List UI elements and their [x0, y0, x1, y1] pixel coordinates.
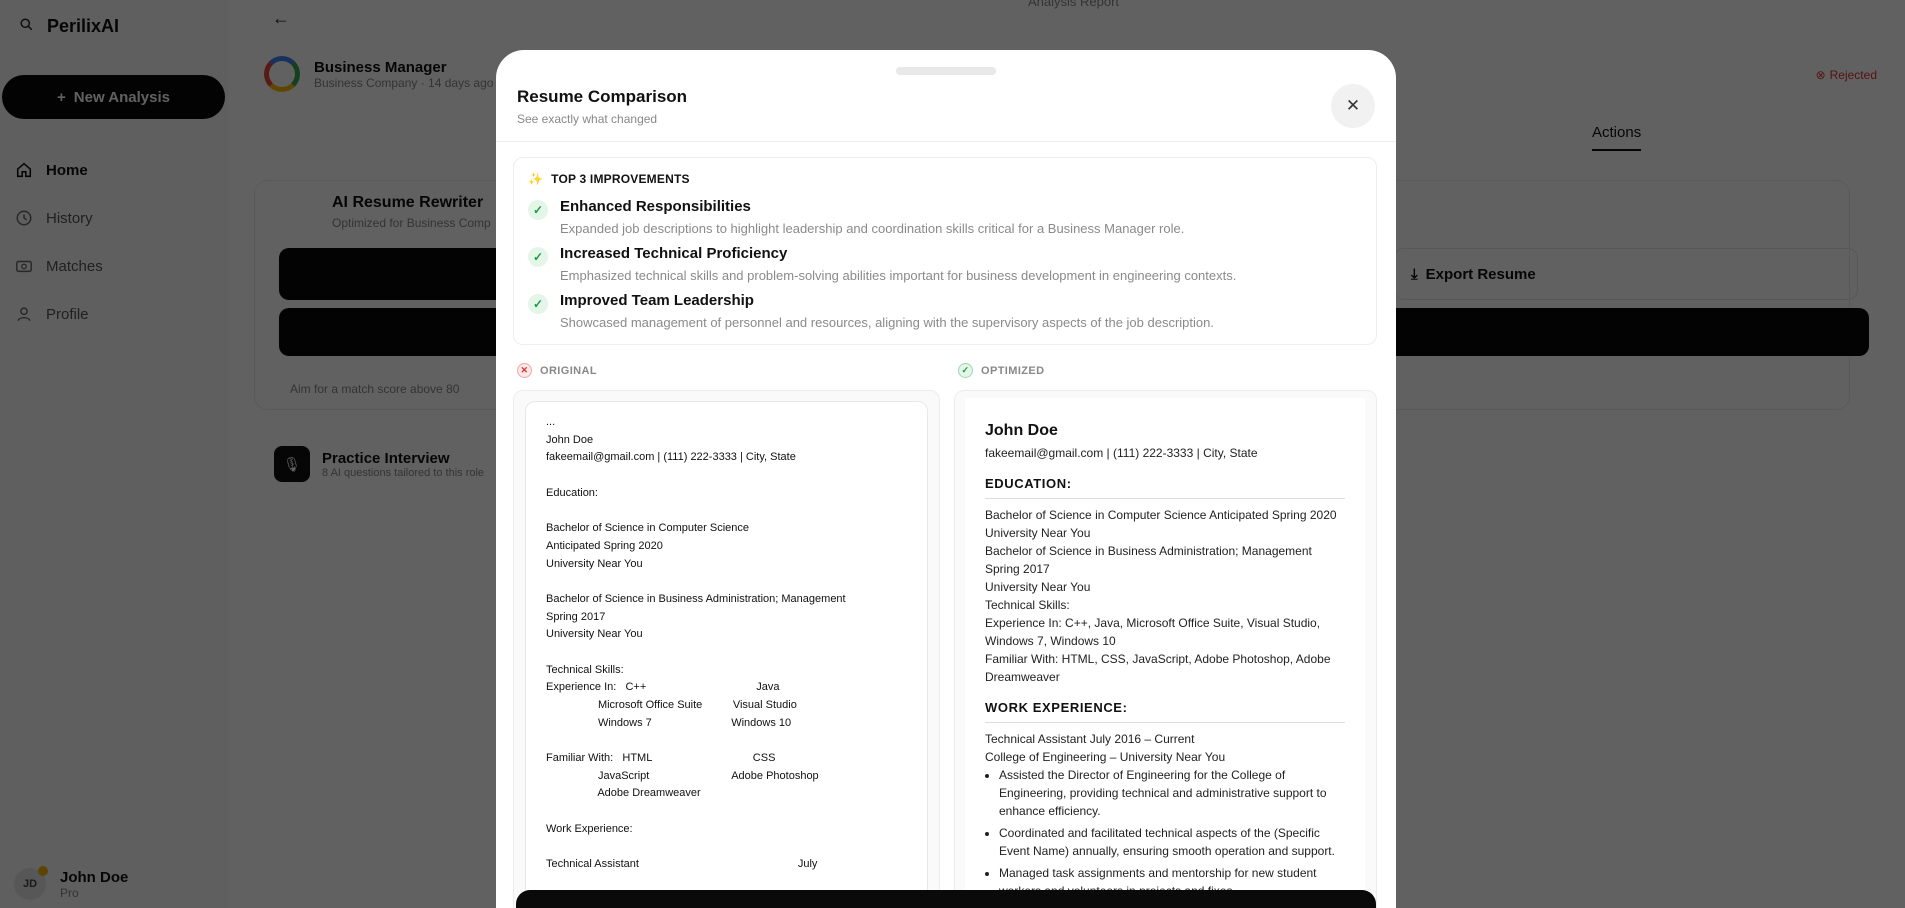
- resume-line: [546, 502, 907, 520]
- optimized-panel[interactable]: [954, 390, 1377, 908]
- resume-comparison-modal: [496, 50, 1396, 908]
- resume-line: University Near You: [546, 628, 643, 641]
- resume-line: Familiar With: HTML, CSS, JavaScript, Adobe Photoshop, Adobe Dreamweaver: [985, 652, 1331, 684]
- drag-handle[interactable]: [896, 67, 996, 75]
- original-label: [517, 363, 597, 378]
- resume-name: John Doe: [985, 422, 1058, 439]
- resume-line: Technical Skills:: [546, 663, 624, 676]
- resume-line: Education:: [546, 486, 598, 499]
- check-circle-icon: ✓: [958, 363, 973, 378]
- resume-line: Bachelor of Science in Business Administration; Management: [546, 592, 846, 605]
- resume-line: College of Engineering – University Near You: [985, 750, 1226, 764]
- resume-line: fakeemail@gmail.com | (111) 222-3333 | City, State: [546, 451, 796, 464]
- bullet-item: • Managed task assignments and mentorship for new student: [999, 864, 1345, 900]
- resume-line: [546, 573, 907, 591]
- improvements-header: [528, 172, 690, 186]
- improvement-title: Enhanced Responsibilities: [560, 198, 751, 215]
- close-icon: ✕: [1345, 96, 1361, 115]
- bullet-item: • Assisted the Director of Engineering for the College of Engineering, providing technical and administrative support to enhance efficiency.: [999, 766, 1345, 820]
- resume-contact: fakeemail@gmail.com | (111) 222-3333 | City, State: [985, 446, 1258, 460]
- resume-line: University Near You: [546, 557, 643, 570]
- resume-line: Bachelor of Science in Computer Science: [546, 522, 749, 535]
- original-resume: [525, 401, 928, 908]
- divider: [496, 141, 1396, 142]
- resume-line: Bachelor of Science in Computer Science Anticipated Spring 2020: [985, 508, 1337, 522]
- improvement-item: [528, 198, 1184, 236]
- resume-line: Anticipated Spring 2020: [546, 539, 663, 552]
- x-circle-icon: ✕: [517, 363, 532, 378]
- check-icon: ✓: [528, 247, 548, 267]
- resume-line: [546, 467, 907, 485]
- resume-line: John Doe: [546, 433, 594, 446]
- improvement-description: Expanded job descriptions to highlight leadership and coordination skills critical for a Business Manager role.: [560, 221, 1185, 236]
- work-lines: [985, 730, 1345, 766]
- check-icon: ✓: [528, 294, 548, 314]
- improvements-heading: TOP 3 IMPROVEMENTS: [551, 172, 690, 186]
- resume-line: Adobe Dreamweaver: [546, 787, 701, 800]
- resume-line: [546, 732, 907, 750]
- section-heading: WORK EXPERIENCE:: [985, 699, 1345, 723]
- optimized-label-text: OPTIMIZED: [981, 364, 1045, 377]
- resume-line: [546, 839, 907, 857]
- optimized-label: [958, 363, 1045, 378]
- improvement-item: [528, 292, 1214, 330]
- improvement-description: Showcased management of personnel and resources, aligning with the supervisory aspects of the job description.: [560, 315, 1214, 330]
- resume-line: [546, 803, 907, 821]
- improvement-item: [528, 245, 1236, 283]
- resume-line: Windows 7 Windows 10: [546, 716, 792, 729]
- resume-line: JavaScript Adobe Photoshop: [546, 769, 819, 782]
- close-button[interactable]: [1331, 84, 1375, 128]
- resume-line: University Near You: [985, 526, 1091, 540]
- modal-title: Resume Comparison: [517, 87, 688, 106]
- original-panel[interactable]: [513, 390, 940, 908]
- resume-line: [546, 644, 907, 662]
- check-icon: ✓: [528, 200, 548, 220]
- work-bullets: [985, 766, 1345, 900]
- modal-subtitle: See exactly what changed: [517, 112, 658, 126]
- resume-line: Experience In: C++ Java: [546, 681, 780, 694]
- original-label-text: ORIGINAL: [540, 364, 597, 377]
- improvement-title: Improved Team Leadership: [560, 292, 754, 309]
- resume-line: Microsoft Office Suite Visual Studio: [546, 699, 797, 711]
- education-lines: [985, 506, 1345, 686]
- accept-changes-button[interactable]: [516, 890, 1376, 908]
- resume-line: University Near You: [985, 580, 1091, 594]
- optimized-resume: [965, 398, 1365, 908]
- section-heading: EDUCATION:: [985, 475, 1345, 499]
- resume-line: Bachelor of Science in Business Administration; Management Spring 2017: [985, 544, 1312, 576]
- resume-line: ...: [546, 416, 556, 428]
- resume-line: Technical Assistant July: [546, 858, 818, 871]
- improvement-title: Increased Technical Proficiency: [560, 245, 788, 262]
- resume-line: Technical Assistant July 2016 – Current: [985, 732, 1195, 746]
- resume-line: Technical Skills:: [985, 598, 1070, 612]
- resume-line: Familiar With: HTML CSS: [546, 752, 776, 765]
- sparkle-icon: ✨: [528, 172, 544, 186]
- resume-line: Work Experience:: [546, 822, 633, 835]
- resume-line: Experience In: C++, Java, Microsoft Office Suite, Visual Studio, Windows 7, Windows 10: [985, 616, 1321, 648]
- resume-line: Spring 2017: [546, 610, 606, 623]
- improvements-card: [513, 157, 1377, 345]
- bullet-item: • Coordinated and facilitated technical aspects of the (Specific Event Name) annually, ensuring smooth operation and support.: [999, 824, 1345, 860]
- improvement-description: Emphasized technical skills and problem-solving abilities important for business development in engineering contexts.: [560, 268, 1237, 283]
